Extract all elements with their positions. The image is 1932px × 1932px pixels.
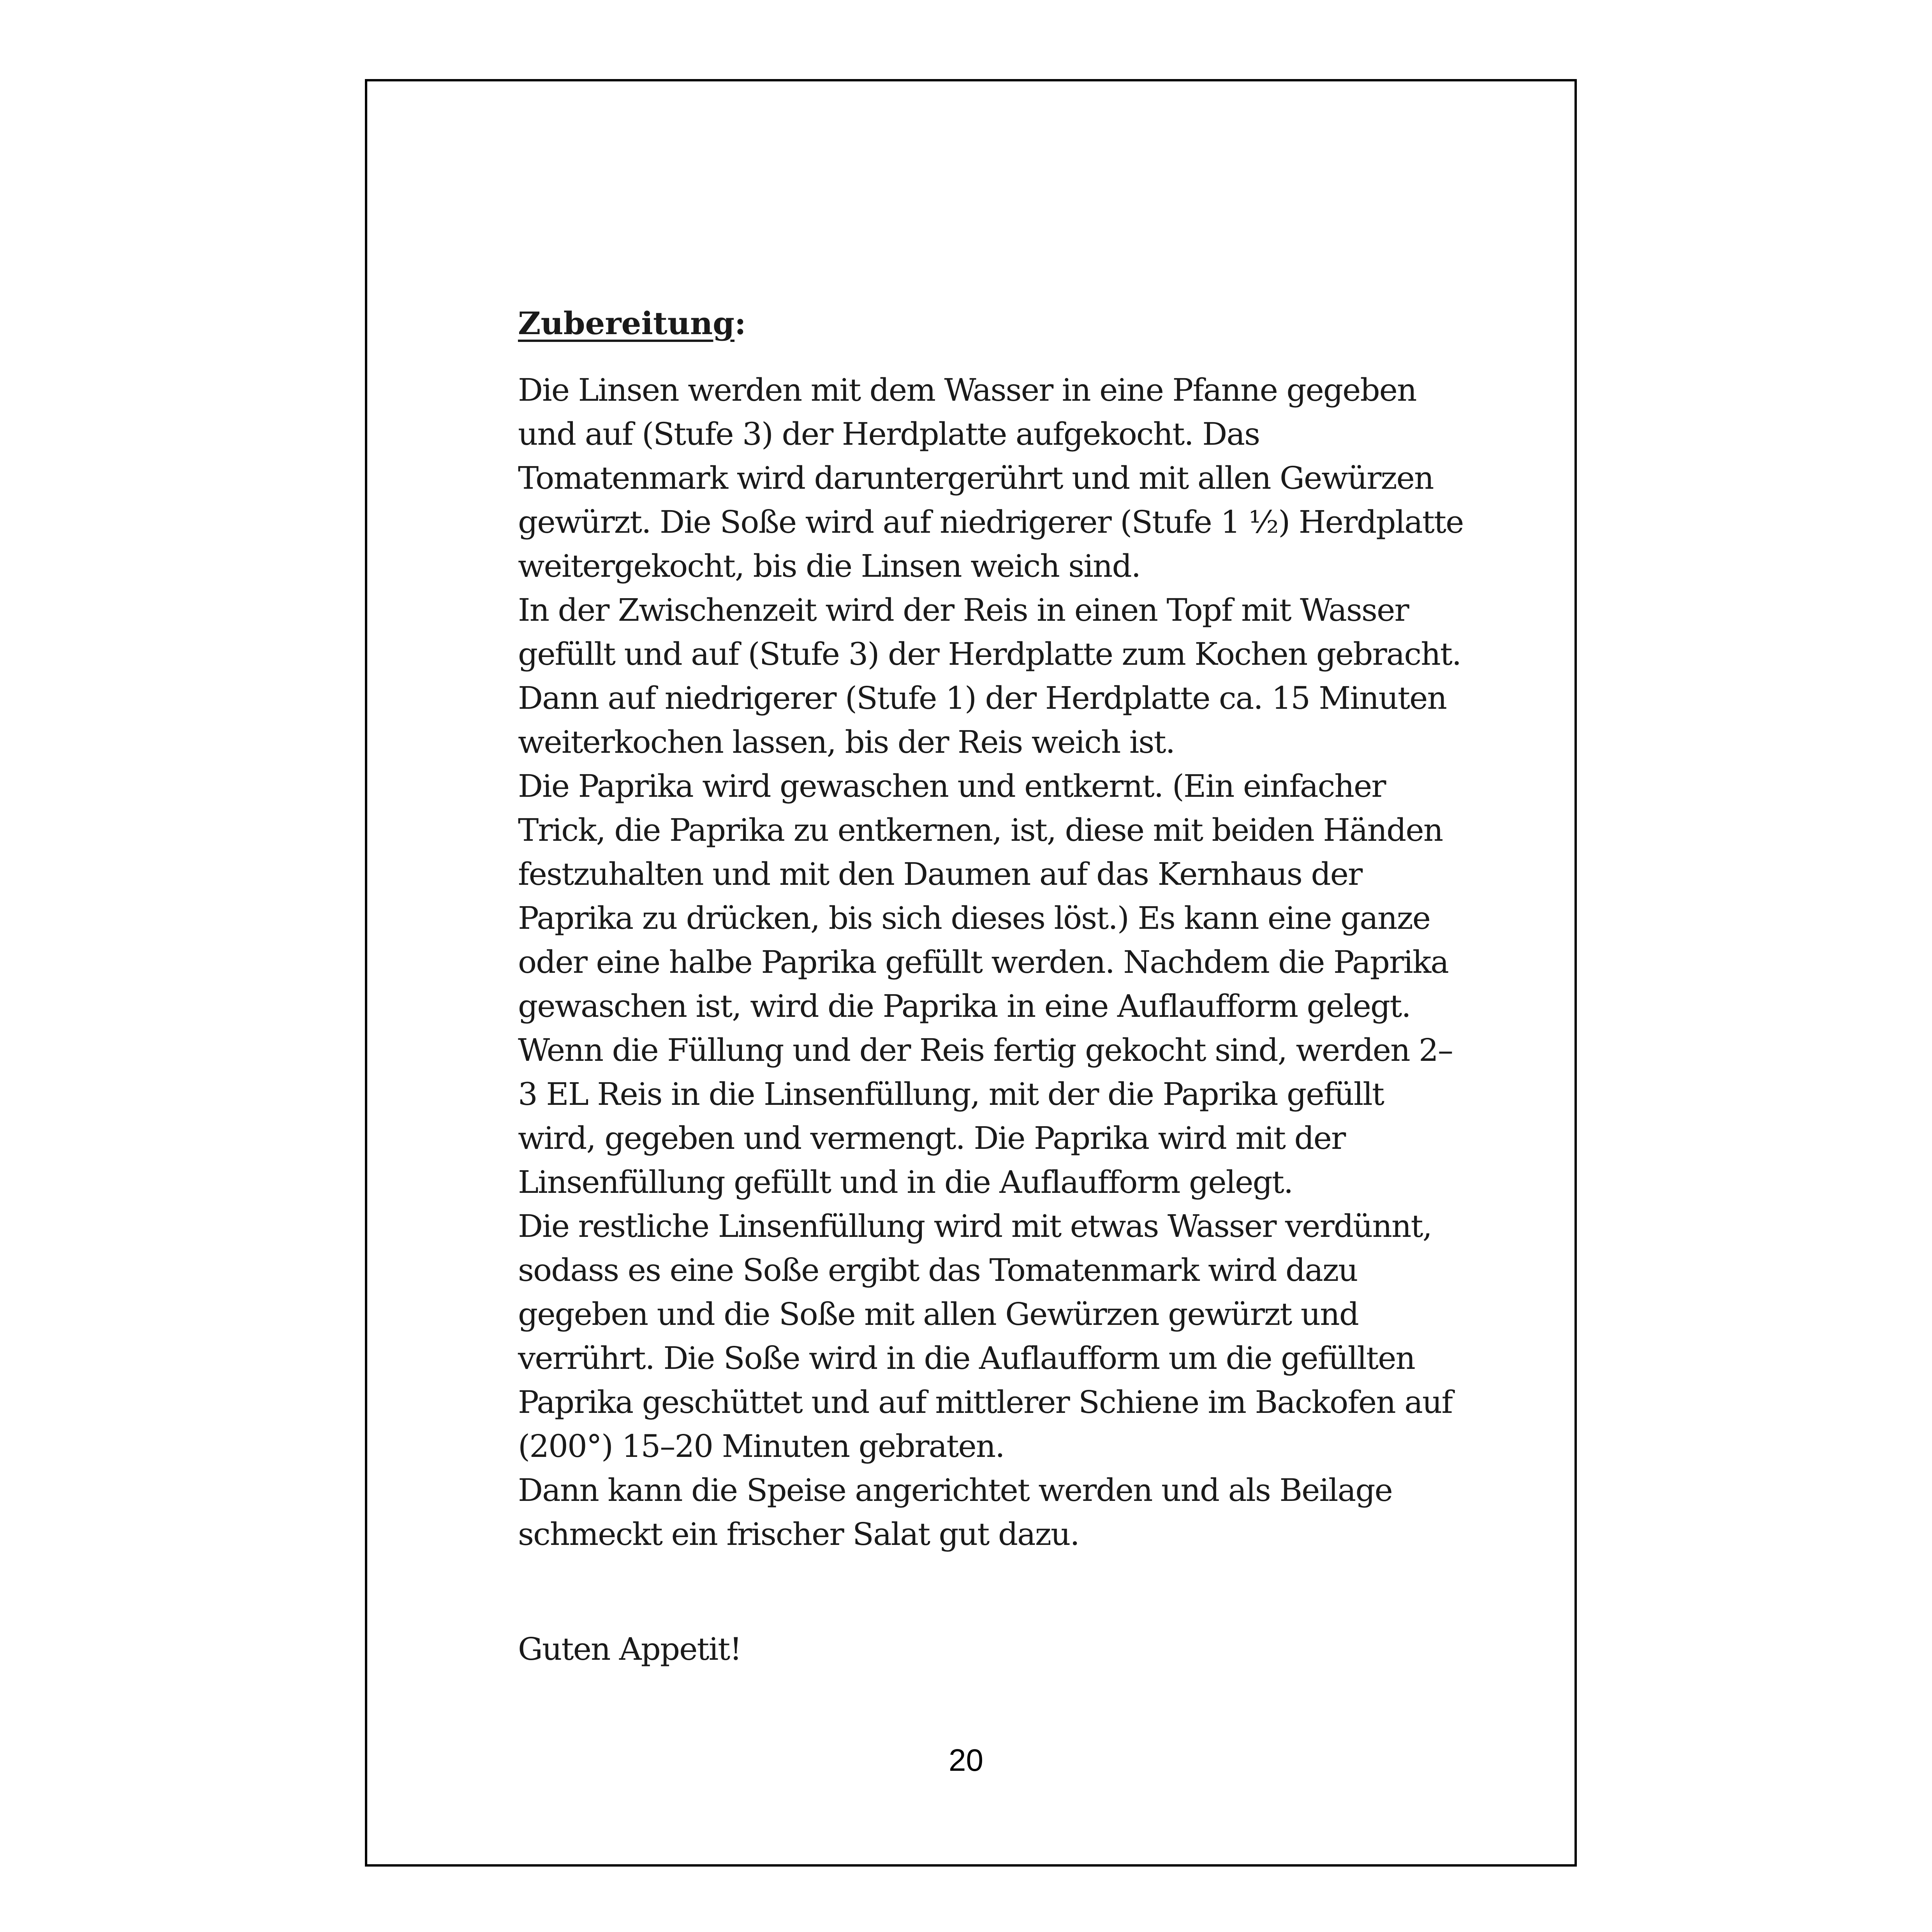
text-line: gewaschen ist, wird die Paprika in eine Auflaufform gelegt. — [518, 988, 1411, 1024]
text-line: Dann auf niedrigerer (Stufe 1) der Herdplatte ca. 15 Minuten — [518, 680, 1446, 716]
text-line: Tomatenmark wird daruntergerührt und mit allen Gewürzen — [518, 460, 1434, 496]
text-line: Die Linsen werden mit dem Wasser in eine Pfanne gegeben — [518, 372, 1416, 408]
section-heading-title: Zubereitung — [518, 305, 735, 342]
text-line: wird, gegeben und vermengt. Die Paprika wird mit der — [518, 1120, 1346, 1156]
closing-text: Guten Appetit! — [518, 1631, 741, 1667]
text-line: In der Zwischenzeit wird der Reis in einen Topf mit Wasser — [518, 592, 1409, 628]
text-line: und auf (Stufe 3) der Herdplatte aufgekocht. Das — [518, 416, 1260, 452]
text-line: schmeckt ein frischer Salat gut dazu. — [518, 1516, 1079, 1552]
text-line: Paprika zu drücken, bis sich dieses löst.) Es kann eine ganze — [518, 900, 1430, 936]
text-line: sodass es eine Soße ergibt das Tomatenmark wird dazu — [518, 1252, 1358, 1288]
text-line: 3 EL Reis in die Linsenfüllung, mit der die Paprika gefüllt — [518, 1076, 1384, 1112]
recipe-instructions — [518, 302, 1464, 1556]
text-line: (200°) 15–20 Minuten gebraten. — [518, 1428, 1004, 1464]
text-line: gefüllt und auf (Stufe 3) der Herdplatte zum Kochen gebracht. — [518, 636, 1461, 672]
text-line: oder eine halbe Paprika gefüllt werden. Nachdem die Paprika — [518, 944, 1448, 980]
section-heading-colon: : — [734, 305, 746, 342]
text-line: weitergekocht, bis die Linsen weich sind. — [518, 548, 1141, 584]
instructions-body — [518, 368, 1464, 1556]
text-line: Paprika geschüttet und auf mittlerer Schiene im Backofen auf — [518, 1384, 1453, 1420]
section-heading — [518, 302, 1453, 345]
text-line: Dann kann die Speise angerichtet werden und als Beilage — [518, 1472, 1392, 1508]
text-line: gewürzt. Die Soße wird auf niedrigerer (Stufe 1 ½) Herdplatte — [518, 504, 1464, 540]
text-line: weiterkochen lassen, bis der Reis weich ist. — [518, 724, 1175, 760]
text-line: Linsenfüllung gefüllt und in die Auflaufform gelegt. — [518, 1164, 1293, 1200]
text-line: verrührt. Die Soße wird in die Auflaufform um die gefüllten — [518, 1340, 1415, 1376]
text-line: Die restliche Linsenfüllung wird mit etwas Wasser verdünnt, — [518, 1208, 1432, 1244]
page-number: 20 — [949, 1743, 983, 1777]
text-line: gegeben und die Soße mit allen Gewürzen gewürzt und — [518, 1296, 1358, 1332]
text-line: Trick, die Paprika zu entkernen, ist, diese mit beiden Händen — [518, 812, 1443, 848]
text-line: Wenn die Füllung und der Reis fertig gekocht sind, werden 2– — [518, 1032, 1453, 1068]
text-line: Die Paprika wird gewaschen und entkernt. (Ein einfacher — [518, 768, 1386, 804]
text-line: festzuhalten und mit den Daumen auf das Kernhaus der — [518, 856, 1362, 892]
